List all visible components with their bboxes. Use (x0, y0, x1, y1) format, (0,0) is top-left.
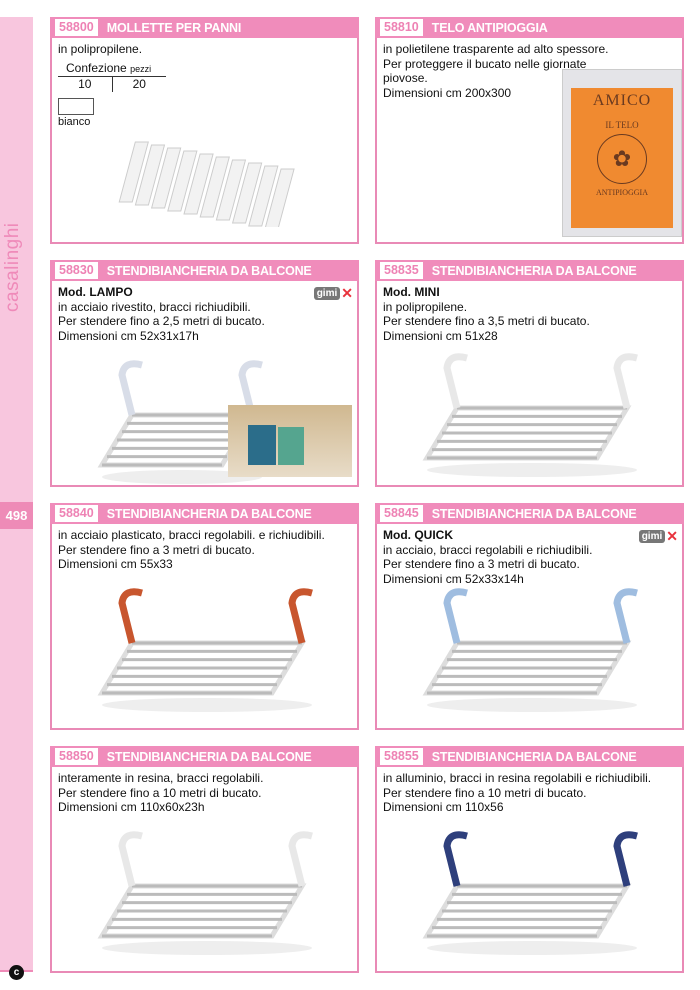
left-hook (447, 592, 467, 643)
description-line: in polietilene trasparente ad alto spessore. (383, 42, 609, 56)
right-hook (617, 835, 637, 886)
description-line: Per stendere fino a 3 metri di bucato. (58, 542, 255, 557)
description-line: Dimensioni cm 55x33 (58, 557, 173, 571)
model-name: Mod. LAMPO (58, 285, 133, 299)
product-code: 58840 (55, 505, 98, 522)
description-line: Dimensioni cm 51x28 (383, 328, 498, 343)
product-title: STENDIBIANCHERIA DA BALCONE (106, 263, 312, 278)
product-header (375, 260, 684, 281)
product-title: TELO ANTIPIOGGIA (431, 20, 548, 35)
description-line: in acciaio rivestito, bracci richiudibili. (58, 299, 251, 314)
right-hook (617, 357, 637, 408)
product-title: MOLLETTE PER PANNI (106, 20, 242, 35)
description-line: Dimensioni cm 52x33x14h (383, 571, 524, 586)
description-line: Dimensioni cm 52x31x17h (58, 328, 199, 343)
product-header (375, 746, 684, 767)
right-hook (617, 592, 637, 643)
pack-label: Confezione (66, 60, 127, 75)
page-number: 498 (0, 502, 33, 529)
description-line: Per stendere fino a 10 metri di bucato. (383, 785, 587, 800)
product-header (375, 503, 684, 524)
drying-rack-image (82, 583, 332, 713)
product-card-58850 (50, 746, 359, 973)
product-card-58840 (50, 503, 359, 730)
drying-rack-image (82, 826, 332, 956)
drying-rack-image (407, 348, 657, 478)
product-card-58835 (375, 260, 684, 487)
description-line: Per stendere fino a 3 metri di bucato. (383, 557, 580, 571)
left-hook (447, 835, 467, 886)
product-card-58845 (375, 503, 684, 730)
product-card-58830 (50, 260, 359, 487)
description-line: in acciaio plasticato, bracci regolabili. e richiudibili. (58, 528, 325, 542)
product-code: 58810 (380, 19, 423, 36)
product-header (375, 17, 684, 38)
section-sidebar (0, 17, 33, 978)
drying-rack-image (407, 583, 657, 713)
description-line: Per stendere fino a 3,5 metri di bucato. (383, 314, 590, 328)
description-line: Per proteggere il bucato nelle giornate (383, 56, 587, 71)
brand-logo: gimi ✕ (314, 285, 353, 302)
left-hook (122, 592, 142, 643)
pack-value: 10 (58, 77, 113, 92)
product-code: 58845 (380, 505, 423, 522)
section-label: casalinghi (2, 222, 23, 312)
model-name: Mod. QUICK (383, 528, 453, 542)
product-title: STENDIBIANCHERIA DA BALCONE (106, 506, 312, 521)
description-line: Dimensioni cm 110x60x23h (58, 800, 205, 814)
product-card-58855 (375, 746, 684, 973)
product-title: STENDIBIANCHERIA DA BALCONE (431, 749, 637, 764)
description-line: Dimensioni cm 200x300 (383, 85, 512, 100)
description-line: in polipropilene. (58, 42, 143, 56)
left-hook (122, 364, 142, 415)
clothespins-image (112, 117, 312, 227)
right-hook (292, 592, 312, 643)
brand-mark-icon: ✕ (666, 528, 678, 544)
product-header (50, 17, 359, 38)
description-line: piovose. (383, 71, 428, 85)
rain-cover-package-image: AMICO IL TELO ✿ ANTIPIOGGIA (562, 69, 682, 237)
product-header (50, 260, 359, 281)
description-line: in polipropilene. (383, 299, 468, 314)
pack-unit: pezzi (130, 63, 152, 74)
product-title: STENDIBIANCHERIA DA BALCONE (106, 749, 312, 764)
description-line: Per stendere fino a 2,5 metri di bucato. (58, 314, 265, 328)
product-code: 58855 (380, 748, 423, 765)
product-header (50, 503, 359, 524)
pack-table (58, 61, 166, 92)
product-title: STENDIBIANCHERIA DA BALCONE (431, 506, 637, 521)
pack-value: 20 (132, 77, 146, 91)
description-line: Dimensioni cm 110x56 (383, 800, 504, 814)
left-hook (122, 835, 142, 886)
brand-logo: gimi ✕ (639, 528, 678, 545)
product-code: 58850 (55, 748, 98, 765)
product-title: STENDIBIANCHERIA DA BALCONE (431, 263, 637, 278)
product-code: 58835 (380, 262, 423, 279)
right-hook (292, 835, 312, 886)
description-line: in alluminio, bracci in resina regolabili e richiudibili. (383, 771, 652, 785)
color-swatch[interactable] (58, 98, 94, 115)
product-header (50, 746, 359, 767)
description-line: interamente in resina, bracci regolabili. (58, 771, 264, 785)
drying-rack-image (407, 826, 657, 956)
product-code: 58830 (55, 262, 98, 279)
color-label: bianco (58, 115, 91, 128)
radiator-photo (228, 405, 352, 477)
product-card-58800 (50, 17, 359, 244)
model-name: Mod. MINI (383, 285, 440, 299)
left-hook (447, 357, 467, 408)
copyright-icon: c (9, 965, 24, 980)
product-code: 58800 (55, 19, 98, 36)
product-card-58810 (375, 17, 684, 244)
description-line: Per stendere fino a 10 metri di bucato. (58, 785, 262, 800)
description-line: in acciaio, bracci regolabili e richiudibili. (383, 542, 593, 557)
brand-mark-icon: ✕ (341, 285, 353, 301)
